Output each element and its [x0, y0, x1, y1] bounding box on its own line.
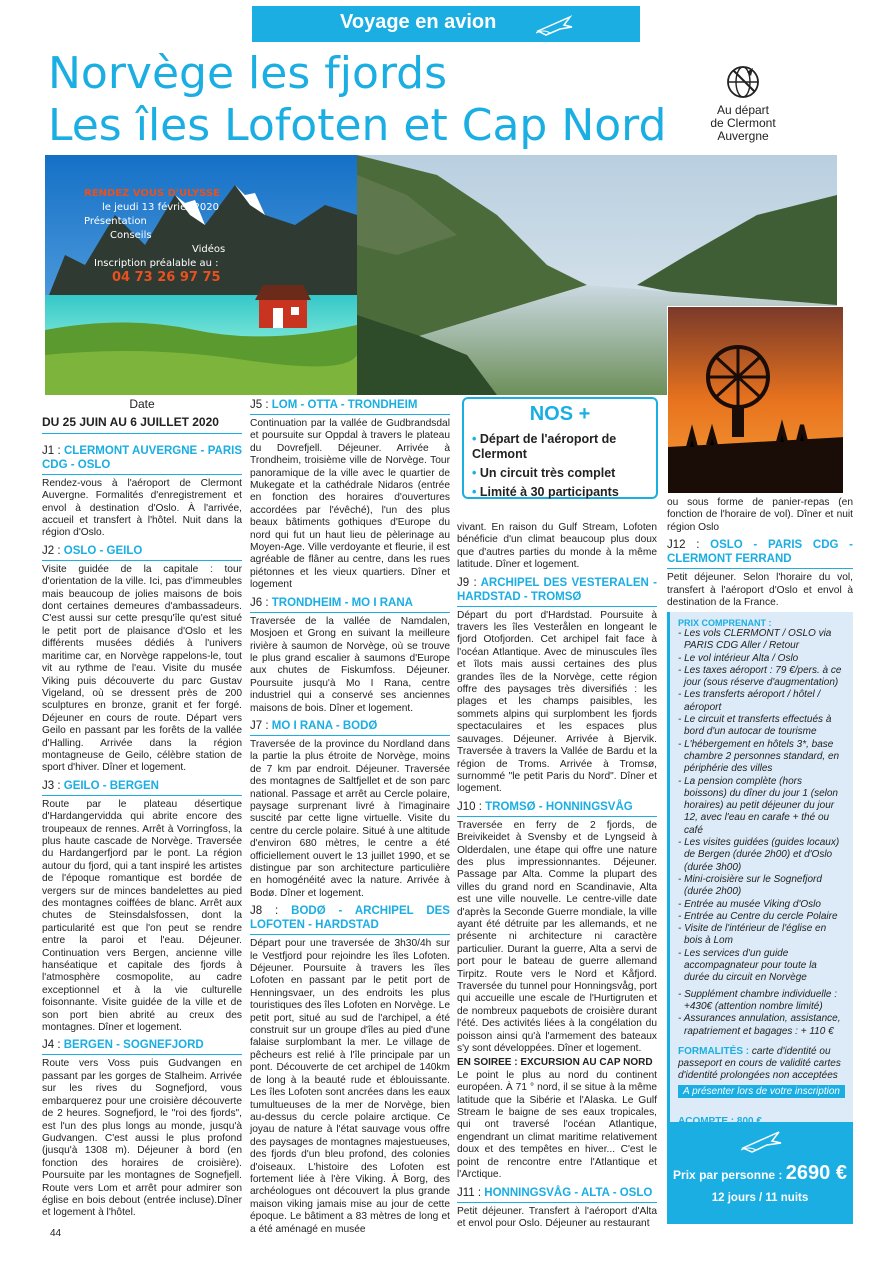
rdv-phone: 04 73 26 97 75 — [112, 270, 221, 285]
cap-nord-subheading: EN SOIREE : EXCURSION AU CAP NORD — [457, 1057, 653, 1069]
day-9-heading — [457, 576, 657, 607]
day-4-heading — [42, 1038, 242, 1055]
day-7-text: Traversée de la province du Nordland dans la partie la plus étroite de Norvège, moins de 7 km par endroit. Déjeuner. Traversée des montagnes de Saltfjellet et de son parc national. Passage et arrêt au Cercle polaire, paysage surprenant livré à l'imaginaire suscité par cette ligne virtuelle. Visite du centre du cercle polaire. Situé à une altitude d'environ 680 mètres, le centre a été officiellement ouvert le 13 juillet 1990, et se distingue par son architecture particulière en homogénéité avec la nature. Arrivée à Bodø. Dîner et logement. — [250, 738, 450, 899]
page-title-line2: Les îles Lofoten et Cap Nord — [48, 100, 667, 151]
highlight-text: Limité à 30 participants — [479, 485, 619, 499]
price-label: Prix par personne : — [673, 1168, 783, 1182]
day-3-heading — [42, 779, 242, 796]
day-number: J10 : — [457, 800, 482, 813]
day-number: J5 : — [250, 399, 269, 411]
day-6-text: Traversée de la vallée de Namdalen, Mosjoen et Grong en suivant la meilleure rivière à saumon de Norvège, où se trouve le plus grand escalier à saumons d'Europe aux chutes de Fiskumfoss. Déjeuner. Poursuite jusqu'à Mo I Rana, centre industriel qui a conservé ses anciennes maisons de bois. Dîner et logement. — [250, 615, 450, 714]
formalities-label: FORMALITÉS : — [678, 1045, 750, 1057]
price-item: - Le circuit et transferts effectués à bord d'un autocar de tourisme — [678, 714, 832, 738]
formalities — [678, 1046, 845, 1083]
highlights-title: NOS + — [529, 403, 591, 425]
plane-icon — [739, 1126, 783, 1154]
day-11-heading — [457, 1186, 657, 1203]
day-6-heading — [250, 596, 450, 613]
day-title: LOM - OTTA - TRONDHEIM — [271, 399, 418, 411]
day-11-text-continued: ou sous forme de panier-repas (en fonction de l'horaire de vol). Dîner et nuit région Oslo — [667, 497, 853, 533]
day-7-heading — [250, 719, 450, 736]
price-box — [667, 1122, 853, 1224]
price-item: - L'hébergement en hôtels 3*, base chambre 2 personnes standard, en périphérie des villes — [678, 738, 840, 775]
globe-icon — [725, 64, 761, 100]
day-5-heading — [250, 398, 450, 415]
day-number: J8 : — [250, 905, 279, 918]
departure-line2: de Clermont — [710, 116, 776, 130]
day-8-text: Départ pour une traversée de 3h30/4h sur le Vestfjord pour rejoindre les îles Lofoten. Déjeuner. Poursuite à travers les îles Lofoten en passant par le petit port de Henningsvaer, un des endroits les plus touristiques des îles Lofoten en Norvège. Le petit port, situé au sud de l'archipel, a été construit sur un groupe d'îles au pied d'une falaise surplombant la mer. Le village de pêcheurs est relié à l'île principale par un pont. Découverte de cet archipel de 140km de long à la beauté rude et éblouissante. Les îles Lofoten sont ancrées dans les eaux tumultueuses de la mer de Norvège, bien au-dessus du cercle polaire arctique. Ce joyau de nature à l'état sauvage vous offre des paysages de montagnes majestueuses, des fjords d'un bleu profond, des colonies d'oiseaux. L'histoire des Lofoten est fortement liée à l'ère Viking. À Borg, des archéologues ont découvert la plus grande maison viking jamais mise au jour de cette époque. Le bâtiment a 83 mètres de long et a été aménagé en musée — [250, 938, 450, 1235]
highlight-item: • Départ de l'aéroport de Clermont — [472, 432, 617, 461]
day-title: MO I RANA - BODØ — [271, 719, 378, 732]
day-title: BERGEN - SOGNEFJORD — [63, 1039, 204, 1052]
category-banner — [252, 6, 640, 42]
day-10-text: Traversée en ferry de 2 fjords, de Breivikeidet à Svensby et de Lyngseid à Olderdalen, une étape qui offre une nature des plus impressionnantes. Déjeuner. Passage par Alta. Comme la plupart des villes du grand nord en Scandinavie, Alta est une ville nouvelle. Le centre-ville date d'après la Seconde Guerre mondiale, la ville ayant été détruite par les allemands, et ne présente ni architecture ni caractère particulier. Durant la guerre, Alta a servi de port pour le bateau de guerre allemand Tirpitz. Route vers le Nord et Kåfjord. Traversée du tunnel pour Honningsvåg, port qui accueille une escale de l'Hurtigruten et de nombreux paquebots de croisière durant l'été. Des activités liées à la congélation du poisson ainsi qu'à l'armement des bateaux s'y sont développées. Dîner et logement. — [457, 819, 657, 1055]
day-number: J12 : — [667, 539, 700, 552]
day-8-text-continued: vivant. En raison du Gulf Stream, Lofoten bénéficie d'un climat beaucoup plus doux que d'autres parties du monde à la même latitude. Dîner et logement. — [457, 522, 657, 571]
day-number: J4 : — [42, 1039, 61, 1052]
price-item: - Entrée au musée Viking d'Oslo — [678, 898, 821, 910]
price-item: - Supplément chambre individuelle : +430€ (attention nombre limité) — [678, 988, 837, 1012]
itinerary-column-2 — [250, 398, 450, 1238]
day-1-text: Rendez-vous à l'aéroport de Clermont Auvergne. Formalités d'enregistrement et envol à destination d'Oslo. À l'arrivée, accueil et transfert à l'hôtel. Nuit dans la région d'Oslo. — [42, 477, 242, 539]
price-item: - Visite de l'intérieur de l'église en bois à Lom — [678, 923, 827, 947]
day-3-text: Route par le plateau désertique d'Hardangervidda qui abrite encore des troupeaux de rennes. Arrêt à Vorringfoss, la plus haute cascade de Norvège. Traversée du Hardangerfjord par le pont. La région autour du fjord, qui a tant inspiré les artistes de l'époque romantique est bordée de vergers sur de minces bandelettes au pied des montagnes coiffées de blanc. Arrêt aux chutes de Steinsdalsfossen, dont la particularité est que l'on peut se rendre entre la paroi et l'eau. Déjeuner. Continuation vers Bergen, ancienne ville hanséatique et capitale des fjords à l'atmosphère cosmopolite, au cadre exceptionnel et à la vie culturelle foisonnante. Visite guidée de la ville et de son port bien abrité au creux des montagnes. Dîner et logement. — [42, 798, 242, 1034]
price-includes-title: PRIX COMPRENANT : — [678, 618, 772, 628]
highlight-item: • Un circuit très complet — [472, 466, 616, 480]
rdv-conseils: Conseils — [110, 230, 152, 241]
departure-info — [688, 64, 798, 143]
rdv-date: le jeudi 13 février 2020 — [102, 202, 219, 213]
price-item: - Les vols CLERMONT / OSLO via PARIS CDG Aller / Retour — [678, 628, 832, 652]
itinerary-column-1 — [42, 398, 242, 1222]
rendez-vous-block — [84, 187, 232, 285]
day-2-text: Visite guidée de la capitale : tour d'orientation de la ville. Ici, pas d'immeubles mais beaucoup de jolies maisons de bois dont certaines demeures d'ambassadeurs. C'est aussi sur cette presqu'île qu'est situé le petit port de plaisance d'Oslo et les différents musées dédiés à l'univers maritime car, en Norvège rappelons-le, tout vit au rythme de l'eau. Visite du musée Viking puis découverte du parc Gustav Vigeland, où se dressent près de 200 sculptures en bronze, granit et fer forgé. Déjeuner en cours de route. Départ vers Geilo en passant par les forêts de la vallée d'Halling. Arrivée dans la région montagneuse de Geilo, célèbre station de sport d'hiver. Dîner et logement. — [42, 563, 242, 774]
price-item: - Les services d'un guide accompagnateur pour toute la durée du circuit en Norvège — [678, 947, 817, 984]
day-9-text: Départ du port d'Hardstad. Poursuite à travers les îles Vesterålen en longeant le fjord Otofjorden. Cet archipel fait face à l'océan Atlantique. Avec de minuscules îles et îlots mais aussi certaines des plus grandes îles de la Norvège, cette région offre des paysages très diversifiés : les plages et les champs paisibles, les sommets alpins qui surplombent les fjords spectaculaires et les espaces plus sauvages. Déjeuner. Arrivée à Bjervik. Traversée à travers la Vallée de Bardu et la région de Troms. Arrivée à Tromsø, surnommé "le petit Paris du Nord". Dîner et logement. — [457, 609, 657, 795]
itinerary-column-3 — [457, 522, 657, 1232]
plane-icon — [534, 11, 574, 37]
day-number: J9 : — [457, 576, 477, 589]
day-11-text: Petit déjeuner. Transfert à l'aéroport d'Alta et envol pour Oslo. Déjeuner au restaurant — [457, 1205, 657, 1229]
highlights-box — [462, 397, 658, 499]
price-line — [667, 1162, 853, 1185]
rdv-videos: Vidéos — [192, 244, 226, 255]
day-4-text: Route vers Voss puis Gudvangen en passant par les gorges de Stalheim. Arrivée sur les rives du Sognefjord, vous embarquerez pour une croisière découverte de 2 heures. Sognefjord, le "roi des fjords", est l'un des plus longs au monde, jusqu'à Gudvangen. C'est aussi le plus profond (jusqu'à 1308 m). Déjeuner à bord (en fonction des horaires de croisière). Poursuite par les montagnes de Sognefjell. Route vers Lom et arrêt pour admirer son église en bois debout (entrée incluse).Dîner et logement à l'hôtel. — [42, 1058, 242, 1219]
day-title: BODØ - ARCHIPEL DES LOFOTEN - HARDSTAD — [250, 905, 450, 932]
present-at-registration: A présenter lors de votre inscription — [678, 1085, 845, 1098]
price-item: - Les visites guidées (guides locaux) de Bergen (durée 2h00) et d'Oslo (durée 3h00) — [678, 837, 840, 873]
itinerary-column-4 — [667, 497, 853, 611]
price-item: - Mini-croisière sur le Sognefjord (durée 2h00) — [678, 873, 822, 898]
day-number: J7 : — [250, 719, 269, 732]
day-title: OSLO - GEILO — [63, 544, 143, 557]
day-8-heading — [250, 904, 450, 935]
rdv-title: RENDEZ VOUS D'ULYSSE — [84, 188, 220, 199]
departure-line1: Au départ — [716, 103, 770, 117]
day-12-heading — [667, 538, 853, 569]
day-title: TRONDHEIM - MO I RANA — [271, 596, 413, 609]
price-item: - Entrée au Centre du cercle Polaire — [678, 910, 838, 922]
price-item: - Les transferts aéroport / hôtel / aéroport — [678, 689, 821, 713]
day-title: GEILO - BERGEN — [63, 779, 159, 792]
day-title: OSLO - PARIS CDG - CLERMONT FERRAND — [667, 539, 854, 566]
rdv-presentation: Présentation — [84, 216, 147, 227]
cap-nord-text: Le point le plus au nord du continent européen. À 71 ° nord, il se situe à la même latitude que la Sibérie et l'Alaska. Le Gulf Stream le baigne de ses eaux tropicales, qui ont traversé l'océan Atlantique, engendrant un climat maritime relativement doux et des tempêtes en hiver... C'est le point de rencontre entre l'Atlantique et l'Arctique. — [457, 1069, 657, 1181]
departure-line3: Auvergne — [717, 129, 769, 143]
day-number: J2 : — [42, 544, 61, 557]
formalities-text: carte d'identité ou passeport en cours de validité cartes d'identité prolongées non acceptées — [678, 1045, 841, 1082]
date-value: DU 25 JUIN AU 6 JUILLET 2020 — [42, 416, 242, 433]
trip-duration: 12 jours / 11 nuits — [711, 1192, 809, 1204]
day-number: J6 : — [250, 596, 269, 609]
price-item: - Les taxes aéroport : 79 €/pers. à ce jour (sous réserve d'augmentation) — [678, 664, 842, 689]
day-5-text: Continuation par la vallée de Gudbrandsdal et poursuite sur Oppdal à travers le plateau du Dovrefjell. Déjeuner. Arrivée à Trondheim, troisième ville de Norvège. Tour panoramique de la ville avec le quartier de Mukegate et la cathédrale Nidaros (entrée en fonction des horaires d'ouvertures accordées par l'évêché), l'un des plus beaux bâtiments gothiques d'Europe du nord qui fut un haut lieu de pèlerinage au Moyen-Age. Ville verdoyante et fleurie, il est agréable de flâner au centre, dans les rues piétonnes et les vieux quartiers. Dîner et logement — [250, 418, 450, 591]
day-12-text: Petit déjeuner. Selon l'horaire du vol, transfert à l'aéroport d'Oslo et envol à destination de la France. — [667, 572, 853, 609]
rdv-inscription: Inscription préalable au : — [94, 258, 219, 269]
price-item: - Assurances annulation, assistance, rapatriement et bagages : + 110 € — [678, 1013, 841, 1037]
day-title: CLERMONT AUVERGNE - PARIS CDG - OSLO — [42, 444, 242, 471]
day-10-heading — [457, 800, 657, 817]
price-item: - La pension complète (hors boissons) du dîner du jour 1 (selon horaires) au petit déjeuner du jour 12, avec l'eau en carafe + thé ou café — [678, 775, 838, 836]
day-title: ARCHIPEL DES VESTERALEN - HARDSTAD - TROMSØ — [457, 576, 657, 603]
day-number: J3 : — [42, 779, 61, 792]
page-title-line1: Norvège les fjords — [48, 48, 448, 99]
highlight-item: • Limité à 30 participants — [472, 485, 619, 499]
day-number: J1 : — [42, 444, 61, 457]
price-value: 2690 € — [785, 1162, 847, 1184]
highlight-text: Un circuit très complet — [479, 466, 616, 480]
date-label: Date — [129, 397, 155, 411]
page-number: 44 — [50, 1228, 62, 1239]
day-2-heading — [42, 544, 242, 561]
price-item: - Le vol intérieur Alta / Oslo — [678, 652, 799, 664]
day-title: HONNINGSVÅG - ALTA - OSLO — [484, 1186, 653, 1199]
day-title: TROMSØ - HONNINGSVÅG — [485, 800, 633, 813]
banner-label: Voyage en avion — [340, 11, 497, 33]
day-number: J11 : — [457, 1186, 482, 1199]
highlight-text: Départ de l'aéroport de Clermont — [472, 432, 617, 461]
cap-nord-photo — [667, 306, 844, 494]
day-1-heading — [42, 444, 242, 475]
